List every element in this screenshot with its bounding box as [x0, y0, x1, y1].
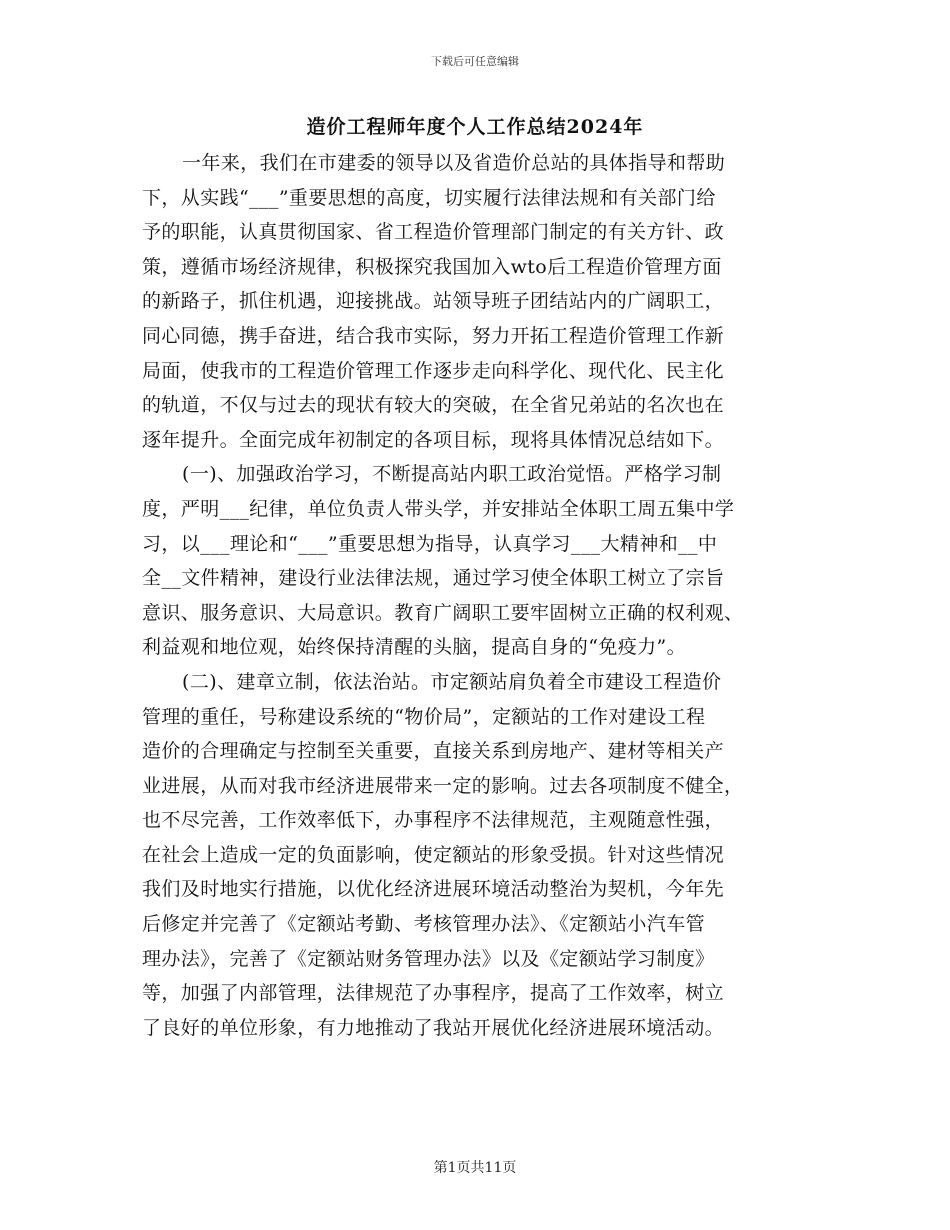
body-line: 度，严明___纪律，单位负责人带头学，并安排站全体职工周五集中学 — [142, 497, 735, 520]
body-line: 造价的合理确定与控制至关重要，直接关系到房地产、建材等相关产 — [142, 740, 725, 763]
body-line: 了良好的单位形象，有力地推动了我站开展优化经济进展环境活动。 — [142, 1016, 725, 1039]
body-line: 理办法》，完善了《定额站财务管理办法》以及《定额站学习制度》 — [142, 947, 715, 970]
body-line: 策，遵循市场经济规律，积极探究我国加入wto后工程造价管理方面 — [142, 255, 722, 278]
body-line: 后修定并完善了《定额站考勤、考核管理办法》、《定额站小汽车管 — [142, 913, 706, 936]
body-line: 管理的重任，号称建设系统的“物价局”，定额站的工作对建设工程 — [142, 705, 706, 728]
document-body — [142, 146, 810, 1045]
body-line: 局面，使我市的工程造价管理工作逐步走向科学化、现代化、民主化 — [142, 359, 725, 382]
body-line: 在社会上造成一定的负面影响，使定额站的形象受损。针对这些情况 — [142, 843, 725, 866]
body-line: (一)、加强政治学习，不断提高站内职工政治觉悟。严格学习制 — [182, 463, 722, 486]
document-title: 造价工程师年度个人工作总结2024年 — [306, 116, 644, 138]
body-line: 全__文件精神，建设行业法律法规，通过学习使全体职工树立了宗旨 — [142, 567, 725, 590]
body-line: 同心同德，携手奋进，结合我市实际，努力开拓工程造价管理工作新 — [142, 324, 725, 347]
body-line: 的轨道，不仅与过去的现状有较大的突破，在全省兄弟站的名次也在 — [142, 394, 725, 417]
body-line: 也不尽完善，工作效率低下，办事程序不法律规范，主观随意性强， — [142, 809, 725, 832]
body-line: 一年来，我们在市建委的领导以及省造价总站的具体指导和帮助 — [182, 152, 726, 174]
body-line: 的新路子，抓住机遇，迎接挑战。站领导班子团结站内的广阔职工， — [142, 290, 725, 313]
header-note: 下载后可任意编辑 — [431, 55, 519, 68]
body-line: 下，从实践“___”重要思想的高度，切实履行法律法规和有关部门给 — [142, 186, 716, 209]
body-line: 利益观和地位观，始终保持清醒的头脑，提高自身的“免疫力”。 — [142, 636, 687, 659]
body-line: 习，以___理论和“___”重要思想为指导，认真学习___大精神和__中 — [142, 532, 718, 555]
body-line: 意识、服务意识、大局意识。教育广阔职工要牢固树立正确的权利观、 — [142, 601, 744, 624]
body-line: 逐年提升。全面完成年初制定的各项目标，现将具体情况总结如下。 — [142, 428, 725, 451]
body-line: 我们及时地实行措施，以优化经济进展环境活动整治为契机，今年先 — [142, 878, 725, 901]
body-line: 业进展，从而对我市经济进展带来一定的影响。过去各项制度不健全， — [142, 774, 744, 797]
body-line: 等，加强了内部管理，法律规范了办事程序，提高了工作效率，树立 — [142, 982, 725, 1005]
body-line: 予的职能，认真贯彻国家、省工程造价管理部门制定的有关方针、政 — [142, 221, 725, 244]
page-number-footer: 第1页共11页 — [433, 1160, 517, 1176]
body-line: (二)、建章立制，依法治站。市定额站肩负着全市建设工程造价 — [182, 670, 722, 693]
